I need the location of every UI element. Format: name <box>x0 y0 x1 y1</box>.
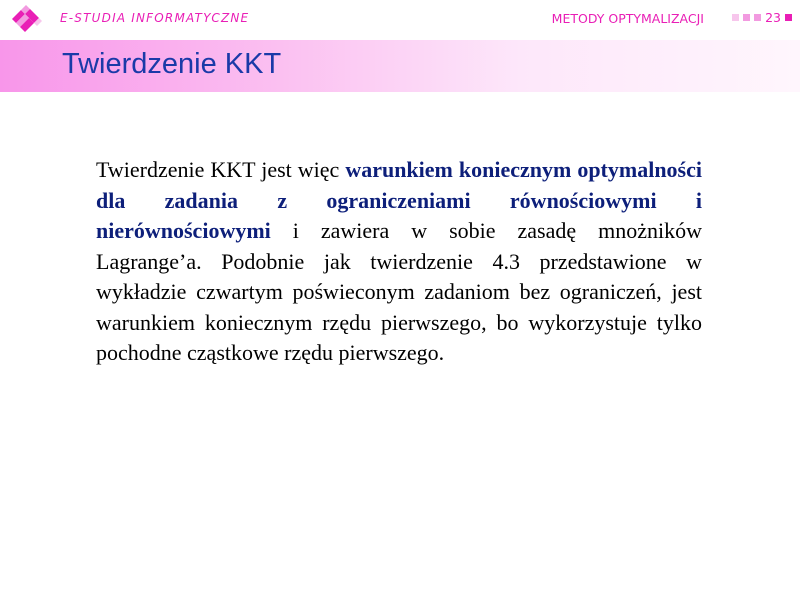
page-dot-icon <box>754 14 761 21</box>
slide-header <box>0 0 800 40</box>
paragraph-emphasis: warunkiem koniecznym optymalności dla zadania z ograniczeniami równościowymi i nierównościowymi <box>96 157 702 243</box>
estudia-logo-icon <box>8 4 44 34</box>
slide-paragraph <box>96 155 702 369</box>
page-dot-icon <box>732 14 739 21</box>
slide-title: Twierdzenie KKT <box>62 48 282 80</box>
page-dot-icon <box>743 14 750 21</box>
page-dot-icon <box>785 14 792 21</box>
page-number: 23 <box>765 10 781 25</box>
course-title: METODY OPTYMALIZACJI <box>551 11 704 26</box>
page-indicator <box>732 10 792 25</box>
paragraph-text: i zawiera w sobie zasadę mnożników Lagrange’a. Podobnie jak twierdzenie 4.3 przedstawione w wykładzie czwartym poświeconym zadaniom bez ograniczeń, jest warunkiem koniecznym rzędu pierwszego, bo wykorzystuje tylko pochodne cząstkowe rzędu pierwszego. <box>96 218 702 365</box>
paragraph-text: Twierdzenie KKT jest więc <box>96 157 346 182</box>
brand-name: E-STUDIA INFORMATYCZNE <box>60 11 250 25</box>
